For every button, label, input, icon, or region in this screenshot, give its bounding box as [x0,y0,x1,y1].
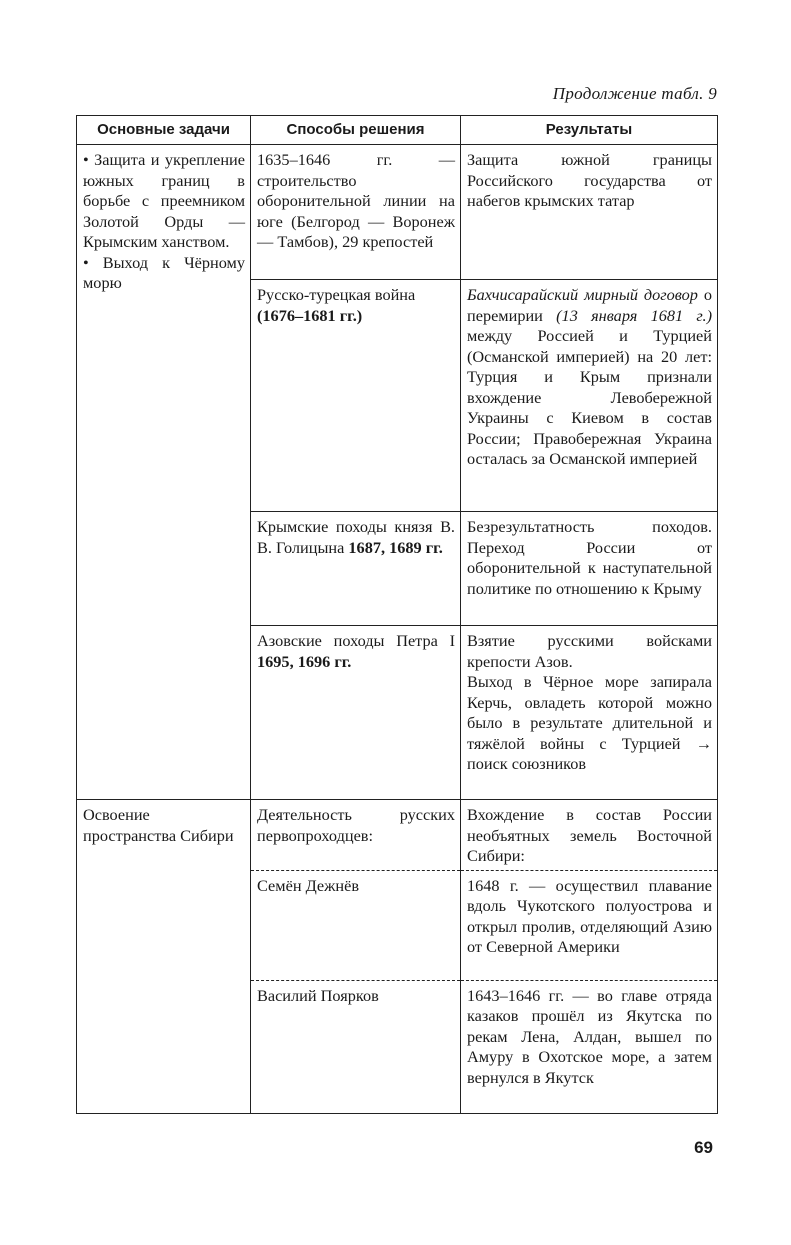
method-text: Крымские походы князя В. В. Голицына [257,517,455,557]
result-text: о перемирии [467,285,713,325]
result-cell: Безрезультатность походов. Переход России от оборонительной к наступательной политике по отношению к Крыму [461,512,718,626]
table-row [77,800,718,871]
result-text: Выход в Чёрное море запирала Керчь, овладеть которой можно было в результате длительной и тяжёлой войны с Турцией → поиск союзников [467,672,712,773]
result-cell [461,280,718,512]
header-methods: Способы решения [251,116,461,145]
result-text: Взятие русскими войсками крепости Азов. [467,631,712,671]
task-south-border: • Защита и укрепление южных границ в борьбе с преемником Золотой Орды — Крымским ханством. [83,150,245,251]
method-cell [251,512,461,626]
result-cell [461,626,718,800]
table-caption: Продолжение табл. 9 [552,84,717,103]
task-cell-siberia: Освоение пространства Сибири [77,800,251,1114]
method-text: Русско-турецкая война [257,285,416,304]
history-table [76,115,718,1114]
method-cell: Василий Поярков [251,980,461,1113]
treaty-name: Бахчисарайский мирный договор [467,285,698,304]
page-number: 69 [694,1138,713,1157]
table-header-row [77,116,718,145]
method-cell [251,280,461,512]
method-date: (1676–1681 гг.) [257,305,363,325]
method-cell: Семён Дежнёв [251,870,461,980]
result-cell: Защита южной границы Российского государства от набегов крымских татар [461,145,718,280]
result-cell: Вхождение в состав России необъятных земель Восточной Сибири: [461,800,718,871]
task-cell-south [77,145,251,800]
header-results: Результаты [461,116,718,145]
method-text: Азовские походы Петра I [257,631,455,650]
header-tasks: Основные задачи [77,116,251,145]
method-cell: Деятельность русских первопроходцев: [251,800,461,871]
result-cell: 1643–1646 гг. — во главе отряда казаков прошёл из Якутска по рекам Лена, Алдан, вышел по Амуру в Охотское море, а затем вернулся в Якутск [461,980,718,1113]
result-cell: 1648 г. — осуществил плавание вдоль Чукотского полуострова и открыл пролив, отделяющий Азию от Северной Америки [461,870,718,980]
result-text: между Россией и Турцией (Османской империей) на 20 лет: Турция и Крым признали вхождение Левобережной Украины с Киевом в состав России; Правобережная Украина осталась за Османской империей [467,326,712,468]
method-cell [251,626,461,800]
treaty-date: (13 января 1681 г.) [556,305,712,325]
method-date: 1687, 1689 гг. [348,537,443,557]
task-black-sea: • Выход к Чёрному морю [83,252,245,292]
method-date: 1695, 1696 гг. [257,651,352,671]
table-row [77,145,718,280]
method-cell: 1635–1646 гг. — строительство оборонительной линии на юге (Белгород — Воронеж — Тамбов), 29 крепостей [251,145,461,280]
